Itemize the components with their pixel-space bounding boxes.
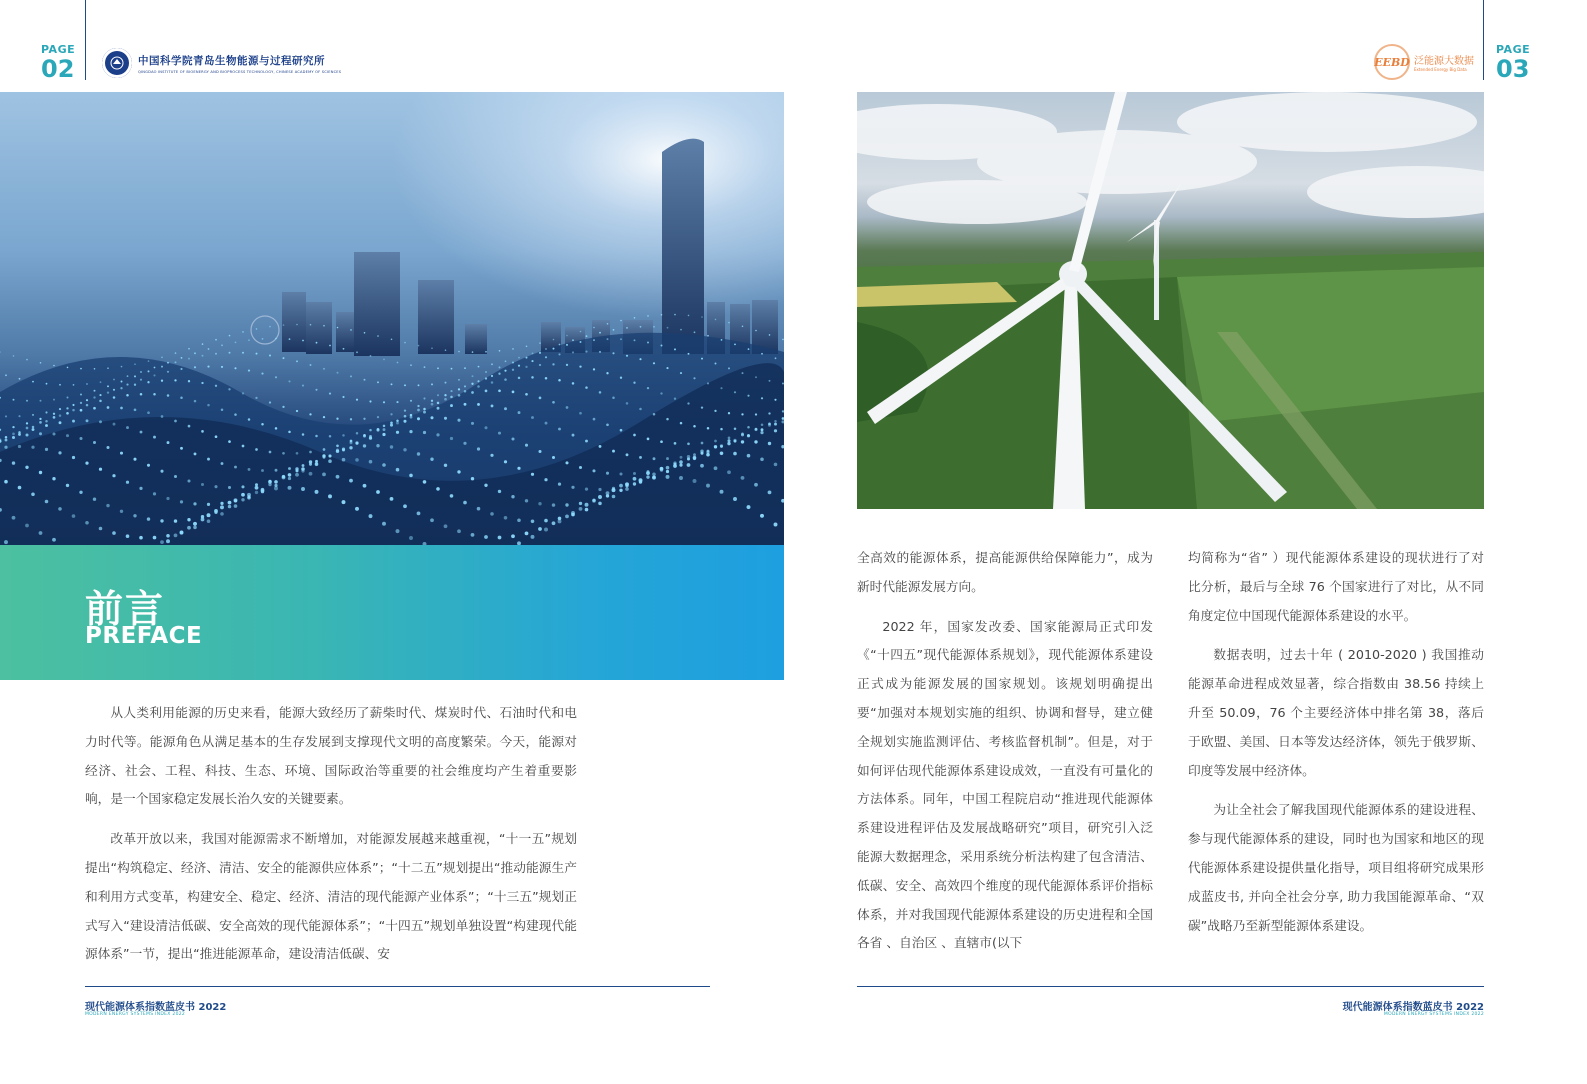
body-paragraph: 从人类利用能源的历史来看，能源大致经历了薪柴时代、煤炭时代、石油时代和电力时代等。能源角色从满足基本的生存发展到支撑现代文明的高度繁荣。今天，能源对经济、社会、工程、科技、生态、环境、国际政治等重要的社会维度均产生着重要影响，是一个国家稳定发展长治久安的关键要素。 [85, 705, 577, 807]
page-label: PAGE [1496, 43, 1531, 56]
page-number: 03 [1496, 55, 1530, 83]
eebd-name-en: Extended Energy Big Data [1414, 67, 1467, 72]
institute-name-cn: 中国科学院青岛生物能源与过程研究所 [138, 54, 325, 67]
body-paragraph: 改革开放以来，我国对能源需求不断增加，对能源发展越来越重视，“十一五”规划提出“构筑稳定、经济、清洁、安全的能源供应体系”；“十二五”规划提出“推动能源生产和利用方式变革，构建安全、稳定、经济、清洁的现代能源产业体系”；“十三五”规划正式写入“建设清洁低碳、安全高效的现代能源体系”；“十四五”规划单独设置“构建现代能源体系”一节，提出“推进能源革命，建设清洁低碳、安 [85, 831, 577, 962]
page-label: PAGE [41, 43, 76, 56]
city-skyline-image [0, 92, 784, 545]
body-paragraph: 2022 年，国家发改委、国家能源局正式印发《“十四五”现代能源体系规划》，现代能源体系建设正式成为能源发展的国家规划。该规划明确提出要“加强对本规划实施的组织、协调和督导，建立健全规划实施监测评估、考核监督机制”。但是，对于如何评估现代能源体系建设成效，一直没有可量化的方法体系。同年，中国工程院启动“推进现代能源体系建设进程评估及发展战略研究”项目，研究引入泛能源大数据理念，采用系统分析法构建了包含清洁、低碳、安全、高效四个维度的现代能源体系评价指标体系，并对我国现代能源体系建设的历史进程和全国各省 、自治区 、直辖市(以下 [857, 618, 1153, 951]
page-number-left [41, 44, 75, 81]
page-number-right [1496, 44, 1530, 81]
eebd-logo [1374, 44, 1474, 80]
institute-seal-icon [102, 48, 132, 78]
body-paragraph: 均简称为“省” ）现代能源体系建设的现状进行了对比分析，最后与全球 76 个国家进行了对比，从不同角度定位中国现代能源体系建设的水平。 [1188, 550, 1484, 623]
preface-title-en: PREFACE [85, 623, 203, 649]
institute-logo [102, 46, 341, 80]
body-paragraph: 数据表明，过去十年 ( 2010-2020 ) 我国推动能源革命进程成效显著，综合指数由 38.56 持续上升至 50.09，76 个主要经济体中排名第 38，落后于欧盟、美国、日本等发达经济体，领先于俄罗斯、印度等发展中经济体。 [1188, 647, 1484, 778]
header-divider-right [1483, 0, 1484, 80]
preface-title-cn: 前言 [85, 587, 166, 631]
footer-subtitle-left: MODERN ENERGY SYSTEMS INDEX 2022 [85, 1012, 186, 1017]
body-paragraph: 全高效的能源体系，提高能源供给保障能力”，成为新时代能源发展方向。 [857, 550, 1153, 594]
institute-name-en: QINGDAO INSTITUTE OF BIOENERGY AND BIOPROCESS TECHNOLOGY, CHINESE ACADEMY OF SCIENCES [138, 69, 342, 74]
eebd-name-cn: 泛能源大数据 [1414, 56, 1474, 67]
wind-turbine-image [857, 92, 1484, 509]
header-divider [85, 0, 86, 80]
footer-title-right: 现代能源体系指数蓝皮书 2022 [1342, 1002, 1484, 1013]
footer-rule-left [85, 986, 710, 987]
footer-title-left: 现代能源体系指数蓝皮书 2022 [85, 1002, 227, 1013]
footer-subtitle-right: MODERN ENERGY SYSTEMS INDEX 2022 [1383, 1012, 1484, 1017]
left-page-body [85, 699, 577, 980]
right-page-column-2 [1188, 544, 1484, 951]
eebd-logo-icon: EEBD [1374, 44, 1410, 80]
body-paragraph: 为让全社会了解我国现代能源体系的建设进程、参与现代能源体系的建设，同时也为国家和地区的现代能源体系建设提供量化指导，项目组将研究成果形成蓝皮书, 并向全社会分享, 助力我国能源革命、“双碳”战略乃至新型能源体系建设。 [1188, 802, 1484, 933]
page-number: 02 [41, 55, 75, 83]
footer-rule-right [857, 986, 1484, 987]
right-page-column-1 [857, 544, 1153, 969]
